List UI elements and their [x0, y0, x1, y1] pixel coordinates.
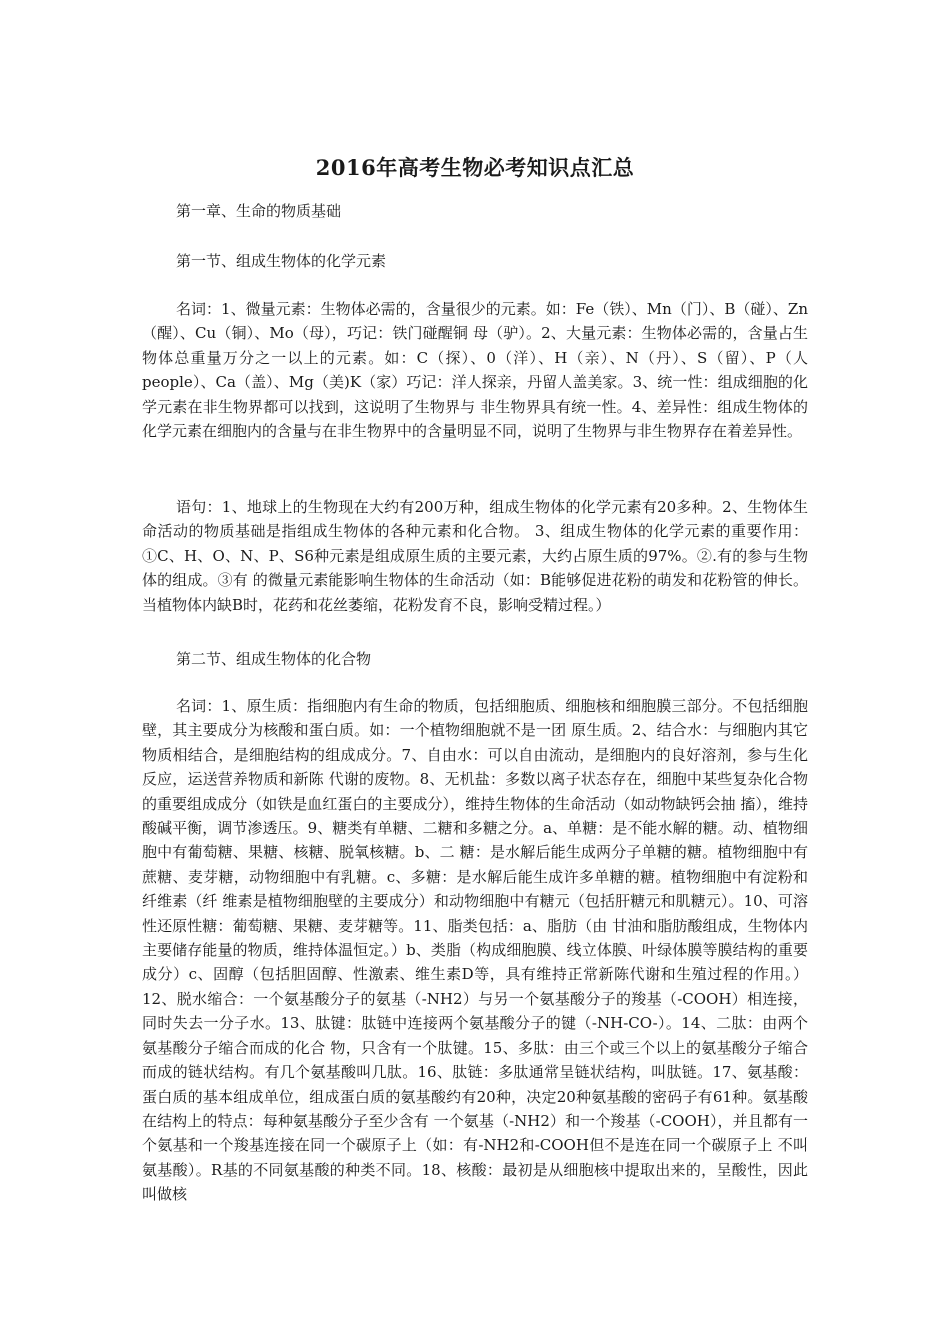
section1-terms-paragraph: 名词：1、微量元素：生物体必需的，含量很少的元素。如：Fe（铁）、Mn（门）、B（碰）、Zn（醒）、Cu（铜）、Mo（母），巧记：铁门碰醒铜 母（驴）。2、大量元素：生物体必需的，含量占生物体总重量万分之一以上的元素。如：C（探）、0（洋）、H（亲）、N（丹）、S（留）、P（人people）、Ca（盖）、Mg（美)K（家）巧记：洋人探亲，丹留人盖美家。3、统一性：组成细胞的化学元素在非生物界都可以找到，这说明了生物界与 非生物界具有统一性。4、差异性：组成生物体的化学元素在细胞内的含量与在非生物界中的含量明显不同，说明了生物界与非生物界存在着差异性。 [142, 300, 808, 441]
section1-sentences-paragraph: 语句：1、地球上的生物现在大约有200万种，组成生物体的化学元素有20多种。2、生物体生命活动的物质基础是指组成生物体的各种元素和化合物。 3、组成生物体的化学元素的重要作用：①C、H、O、N、P、S6种元素是组成原生质的主要元素，大约占原生质的97%。②.有的参与生物体的组成。③有 的微量元素能影响生物体的生命活动（如：B能够促进花粉的萌发和花粉管的伸长。当植物体内缺B时，花药和花丝萎缩，花粉发育不良，影响受精过程。） [142, 498, 808, 614]
section2-terms-paragraph: 名词：1、原生质：指细胞内有生命的物质，包括细胞质、细胞核和细胞膜三部分。不包括细胞壁，其主要成分为核酸和蛋白质。如：一个植物细胞就不是一团 原生质。2、结合水：与细胞内其它物质相结合，是细胞结构的组成成分。7、自由水：可以自由流动，是细胞内的良好溶剂，参与生化反应，运送营养物质和新陈 代谢的废物。8、无机盐：多数以离子状态存在，细胞中某些复杂化合物的重要组成成分（如铁是血红蛋白的主要成分），维持生物体的生命活动（如动物缺钙会抽 搐），维持酸碱平衡，调节渗透压。9、糖类有单糖、二糖和多糖之分。a、单糖：是不能水解的糖。动、植物细胞中有葡萄糖、果糖、核糖、脱氧核糖。b、二 糖：是水解后能生成两分子单糖的糖。植物细胞中有蔗糖、麦芽糖，动物细胞中有乳糖。c、多糖：是水解后能生成许多单糖的糖。植物细胞中有淀粉和纤维素（纤 维素是植物细胞壁的主要成分）和动物细胞中有糖元（包括肝糖元和肌糖元）。10、可溶性还原性糖：葡萄糖、果糖、麦芽糖等。11、脂类包括：a、脂肪（由 甘油和脂肪酸组成，生物体内主要储存能量的物质，维持体温恒定。）b、类脂（构成细胞膜、线立体膜、叶绿体膜等膜结构的重要成分）c、固醇（包括胆固醇、性激素、维生素D等，具有维持正常新陈代谢和生殖过程的作用。）12、脱水缩合：一个氨基酸分子的氨基（-NH2）与另一个氨基酸分子的羧基（-COOH）相连接，同时失去一分子水。13、肽键：肽链中连接两个氨基酸分子的键（-NH-CO-）。14、二肽：由两个氨基酸分子缩合而成的化合 物，只含有一个肽键。15、多肽：由三个或三个以上的氨基酸分子缩合而成的链状结构。有几个氨基酸叫几肽。16、肽链：多肽通常呈链状结构，叫肽链。17、氨基酸：蛋白质的基本组成单位，组成蛋白质的氨基酸约有20种，决定20种氨基酸的密码子有61种。氨基酸在结构上的特点：每种氨基酸分子至少含有 一个氨基（-NH2）和一个羧基（-COOH），并且都有一个氨基和一个羧基连接在同一个碳原子上（如：有-NH2和-COOH但不是连在同一个碳原子上 不叫氨基酸）。R基的不同氨基酸的种类不同。18、核酸：最初是从细胞核中提取出来的，呈酸性，因此叫做核 [142, 697, 808, 1204]
document-title: 2016年高考生物必考知识点汇总 [315, 155, 635, 180]
section-heading-1: 第一节、组成生物体的化学元素 [176, 252, 387, 270]
section-heading-2: 第二节、组成生物体的化合物 [176, 650, 372, 668]
chapter-heading: 第一章、生命的物质基础 [176, 202, 342, 220]
